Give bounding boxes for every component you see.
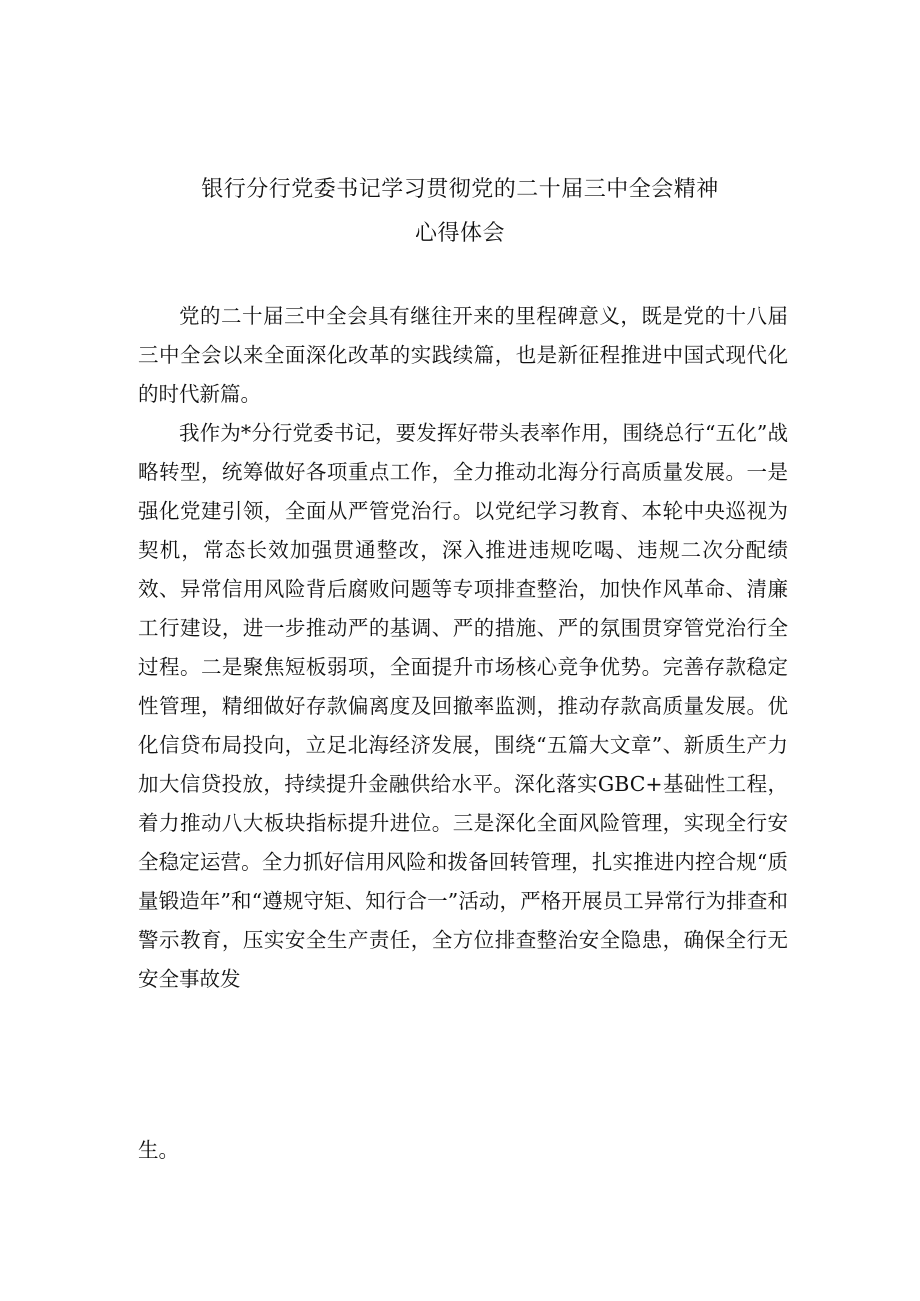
- paragraph-2: 我作为*分行党委书记，要发挥好带头表率作用，围绕总行“五化”战略转型，统筹做好各项重点工作，全力推动北海分行高质量发展。一是强化党建引领，全面从严管党治行。以党纪学习教育、本轮中央巡视为契机，常态长效加强贯通整改，深入推进违规吃喝、违规二次分配绩效、异常信用风险背后腐败问题等专项排查整治，加快作风革命、清廉工行建设，进一步推动严的基调、严的措施、严的氛围贯穿管党治行全过程。二是聚焦短板弱项，全面提升市场核心竞争优势。完善存款稳定性管理，精细做好存款偏离度及回撤率监测，推动存款高质量发展。优化信贷布局投向，立足北海经济发展，围绕“五篇大文章”、新质生产力加大信贷投放，持续提升金融供给水平。深化落实GBC+基础性工程，着力推动八大板块指标提升进位。三是深化全面风险管理，实现全行安全稳定运营。全力抓好信用风险和拨备回转管理，扎实推进内控合规“质量锻造年”和“遵规守矩、知行合一”活动，严格开展员工异常行为排查和警示教育，压实安全生产责任，全方位排查整治安全隐患，确保全行无安全事故发: [138, 421, 788, 991]
- paragraph-1: 党的二十届三中全会具有继往开来的里程碑意义，既是党的十八届三中全会以来全面深化改革的实践续篇，也是新征程推进中国式现代化的时代新篇。: [138, 304, 788, 406]
- document-title-line-1: 银行分行党委书记学习贯彻党的二十届三中全会精神: [201, 177, 719, 202]
- document-body: [138, 297, 788, 999]
- document-title-line-2: 心得体会: [414, 221, 505, 246]
- paragraph-tail: 生。: [138, 1138, 179, 1162]
